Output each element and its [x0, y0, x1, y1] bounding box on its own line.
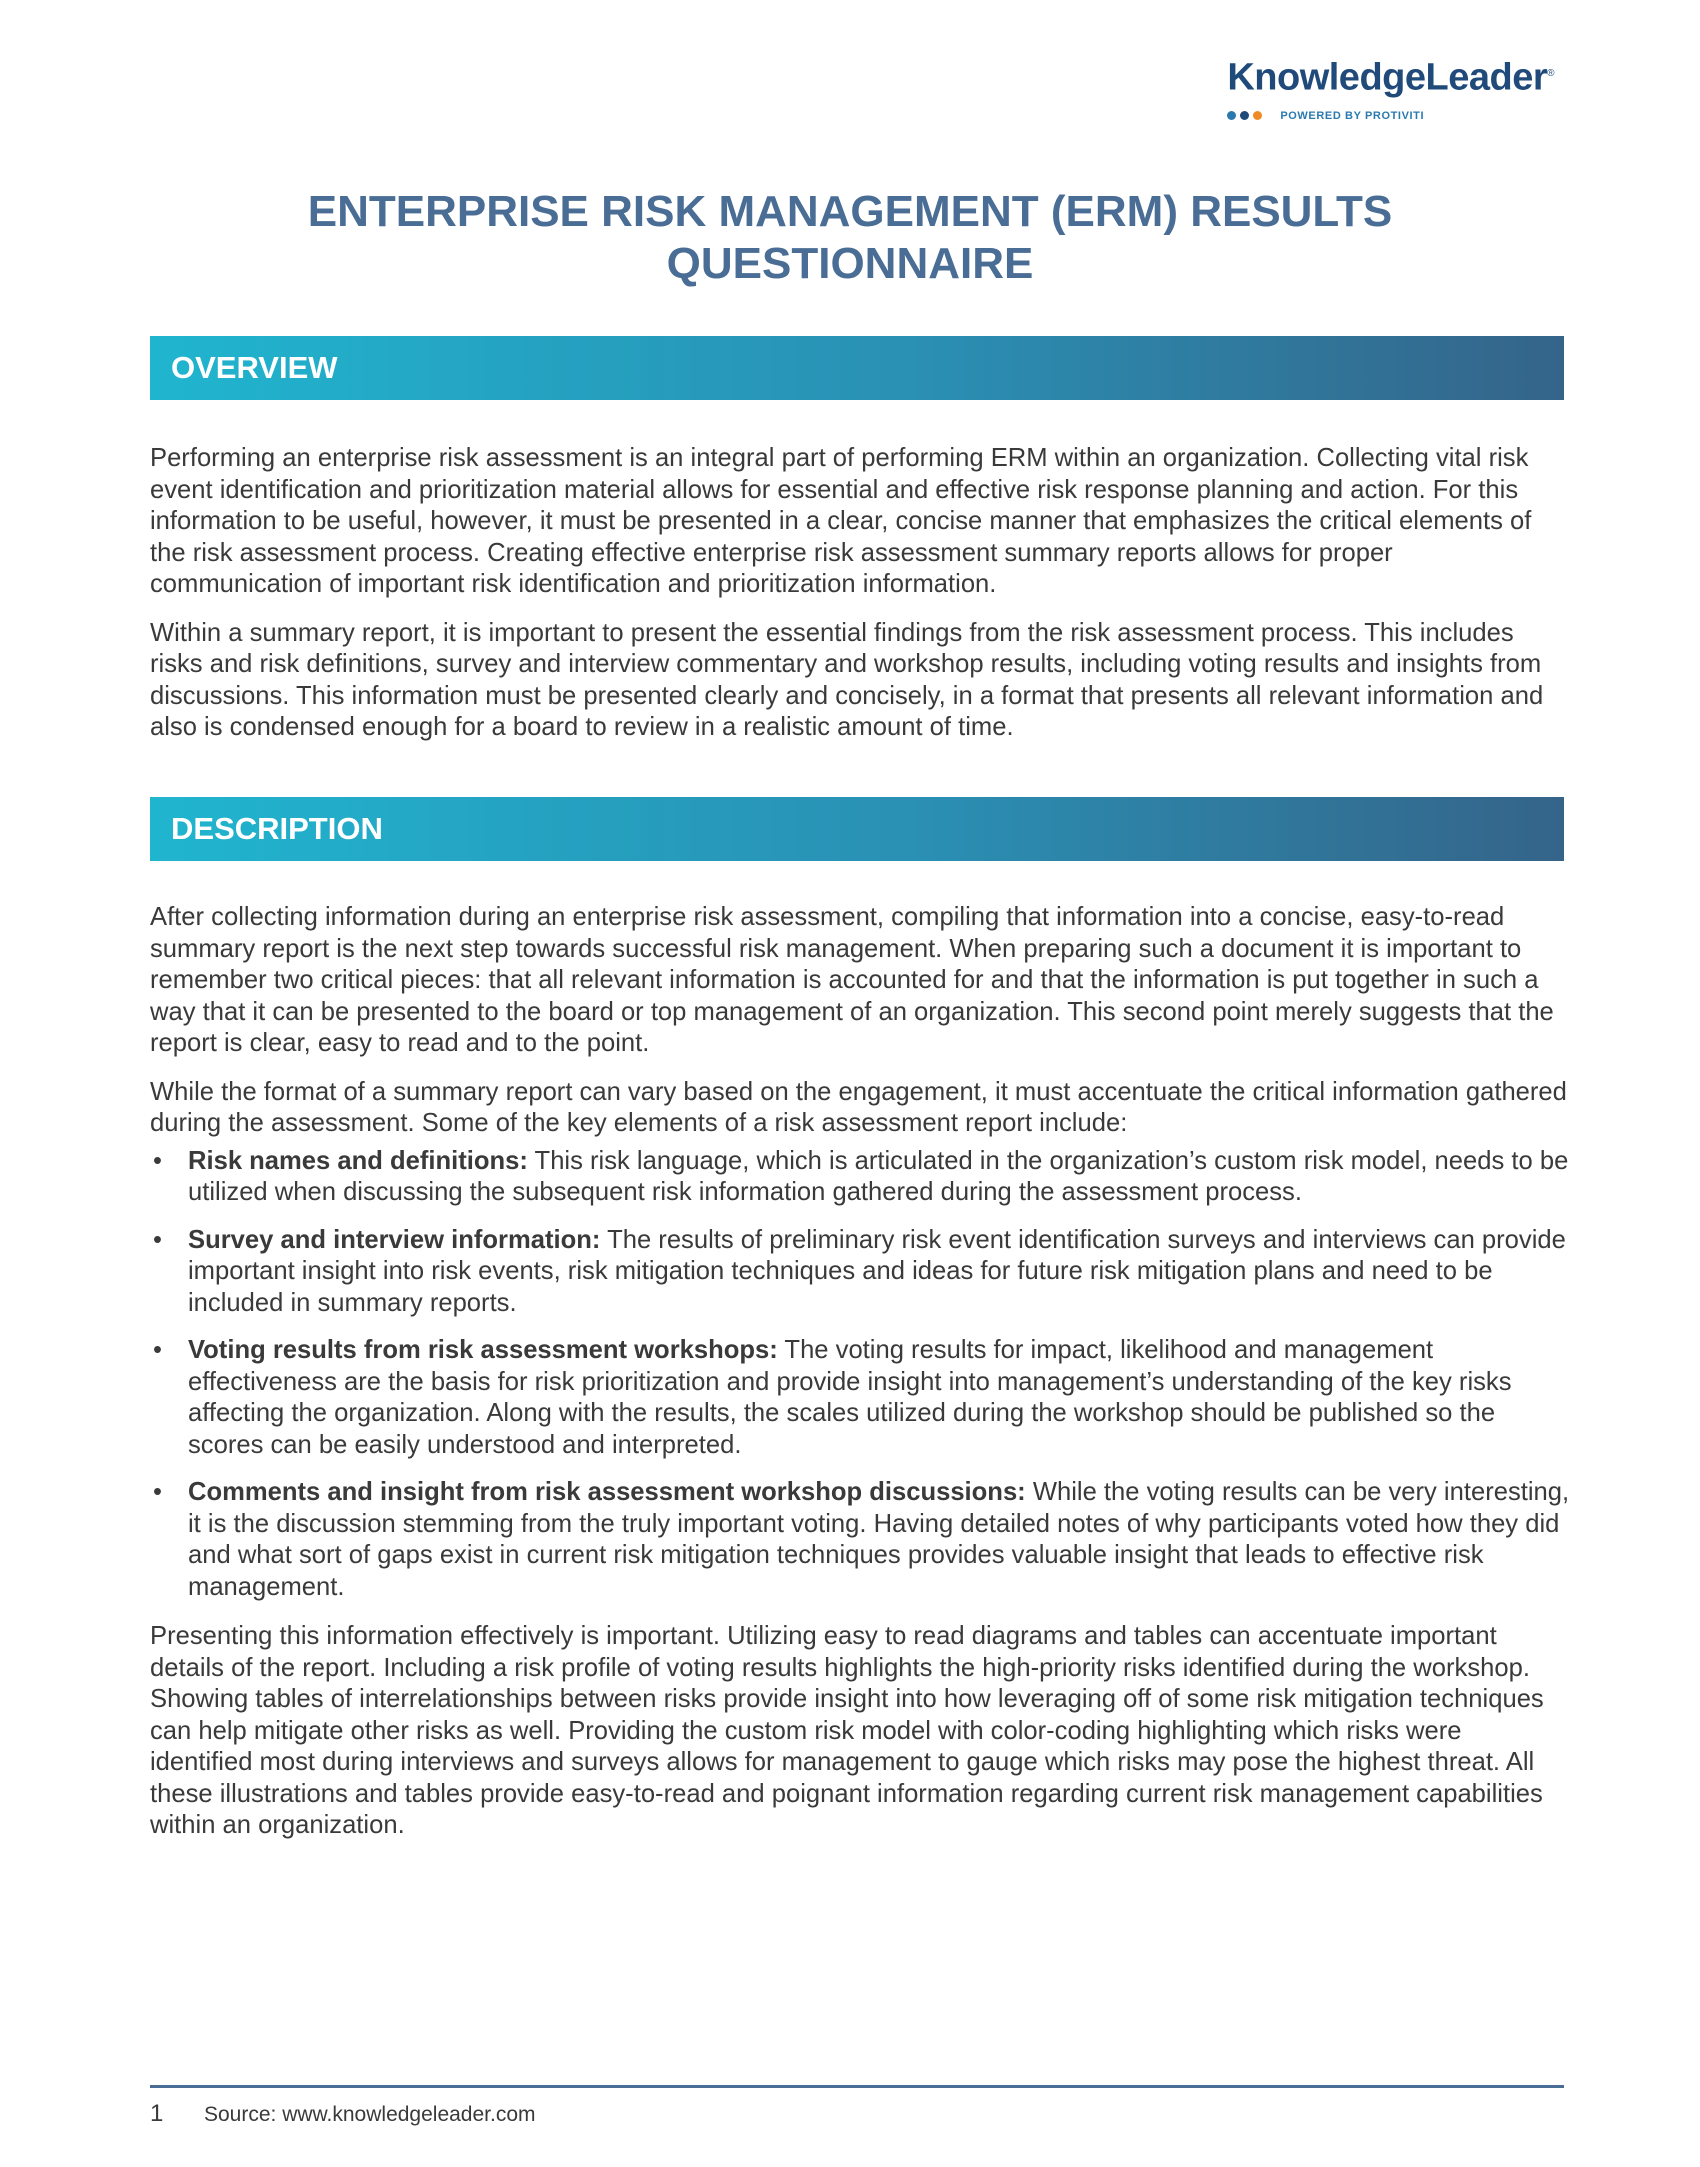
- description-paragraph: After collecting information during an enterprise risk assessment, compiling that information into a concise, easy-to-read summary report is the next step towards successful risk management. When preparing such a document it is important to remember two critical pieces: that all relevant information is accounted for and that the information is put together in such a way that it can be presented to the board or top management of an organization. This second point merely suggests that the report is clear, easy to read and to the point.: [150, 903, 1554, 1057]
- logo-dot: [1253, 111, 1262, 120]
- description-paragraph: While the format of a summary report can vary based on the engagement, it must accentuate the critical information gathered during the assessment. Some of the key elements of a risk assessment report include:: [150, 1077, 1567, 1137]
- overview-paragraph: Performing an enterprise risk assessment is an integral part of performing ERM within an organization. Collecting vital risk event identification and prioritization material allows for essential and effective risk response planning and action. For this information to be useful, however, it must be presented in a clear, concise manner that emphasizes the critical elements of the risk assessment process. Creating effective enterprise risk assessment summary reports allows for proper communication of important risk identification and prioritization information.: [150, 444, 1532, 598]
- overview-section-header: [150, 336, 1564, 400]
- overview-heading: OVERVIEW: [171, 350, 338, 385]
- bullet-icon: •: [153, 1225, 162, 1254]
- logo-dot: [1227, 111, 1236, 120]
- bullet-term: Risk names and definitions:: [188, 1146, 528, 1175]
- description-closing-paragraph: Presenting this information effectively is important. Utilizing easy to read diagrams and tables can accentuate important details of the report. Including a risk profile of voting results highlights the high-priority risks identified during the workshop. Showing tables of interrelationships between risks provide insight into how leveraging off of some risk mitigation techniques can help mitigate other risks as well. Providing the custom risk model with color-coding highlighting which risks were identified most during interviews and surveys allows for management to gauge which risks may pose the highest threat. All these illustrations and tables provide easy-to-read and poignant information regarding current risk management capabilities within an organization.: [150, 1622, 1544, 1839]
- knowledgeleader-logo: [1227, 52, 1554, 122]
- logo-trademark: ®: [1547, 68, 1554, 79]
- bullet-icon: •: [153, 1146, 162, 1175]
- logo-dots-icon: [1227, 111, 1262, 120]
- overview-paragraph: Within a summary report, it is important to present the essential findings from the risk assessment process. This includes risks and risk definitions, survey and interview commentary and workshop results, including voting results and insights from discussions. This information must be presented clearly and concisely, in a format that presents all relevant information and also is condensed enough for a board to review in a realistic amount of time.: [150, 618, 1544, 741]
- logo-dot: [1240, 111, 1249, 120]
- description-body: [150, 902, 1570, 1842]
- document-title: ENTERPRISE RISK MANAGEMENT (ERM) RESULTS QUESTIONNAIRE: [307, 187, 1393, 288]
- bullet-text: While the voting results can be very interesting, it is the discussion stemming from the truly important voting. Having detailed notes of why participants voted how they did and what sort of gaps exist in current risk mitigation techniques provides valuable insight that leads to effective risk management.: [188, 1478, 1570, 1601]
- bullet-term: Comments and insight from risk assessment workshop discussions:: [188, 1478, 1026, 1506]
- bullet-text: The results of preliminary risk event identification surveys and interviews can provide important insight into risk events, risk mitigation techniques and ideas for future risk mitigation plans and need to be included in summary reports.: [188, 1225, 1566, 1317]
- key-elements-list: [150, 1146, 1570, 1604]
- bullet-term: Survey and interview information:: [188, 1225, 601, 1254]
- list-item: [150, 1477, 1570, 1603]
- description-section-header: [150, 797, 1564, 861]
- footer-source: Source: www.knowledgeleader.com: [204, 2103, 536, 2126]
- bullet-icon: •: [153, 1478, 162, 1506]
- description-heading: DESCRIPTION: [171, 811, 383, 846]
- list-item: [150, 1146, 1570, 1209]
- footer-divider: [150, 2085, 1564, 2088]
- page-number: 1: [150, 2100, 164, 2127]
- bullet-icon: •: [153, 1336, 162, 1364]
- list-item: [150, 1335, 1570, 1461]
- page-footer: [150, 2100, 536, 2128]
- bullet-text: This risk language, which is articulated in the organization’s custom risk model, needs to be utilized when discussing the subsequent risk information gathered during the assessment process.: [188, 1146, 1569, 1206]
- list-item: [150, 1225, 1570, 1320]
- overview-body: [150, 443, 1570, 744]
- bullet-text: The voting results for impact, likelihood and management effectiveness are the basis for risk prioritization and provide insight into management’s understanding of the key risks affecting the organization. Along with the results, the scales utilized during the workshop should be published so the scores can be easily understood and interpreted.: [188, 1336, 1512, 1459]
- logo-tagline: POWERED BY PROTIVITI: [1280, 109, 1425, 122]
- bullet-term: Voting results from risk assessment workshops:: [188, 1336, 778, 1364]
- logo-wordmark: KnowledgeLeader: [1227, 56, 1548, 99]
